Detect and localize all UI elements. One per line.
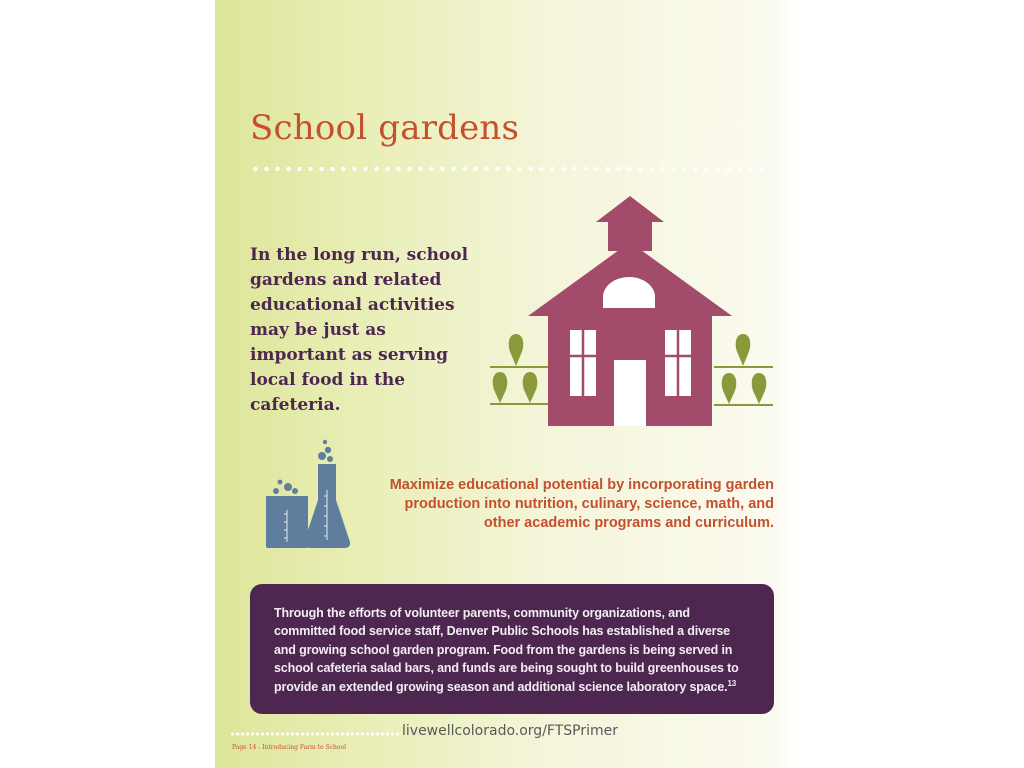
beaker-icon bbox=[262, 438, 358, 550]
schoolhouse-icon bbox=[528, 196, 732, 426]
callout-text: Maximize educational potential by incorporating garden production into nutrition, culinary, science, math, and other academic programs and curriculum. bbox=[389, 477, 774, 531]
info-box bbox=[250, 584, 774, 714]
info-box-body: Through the efforts of volunteer parents, community organizations, and committed food service staff, Denver Public Schools has established a diverse and growing school garden program. Food from the gardens is being served in school cafeteria salad bars, and funds are being sought to build greenhouses to provide an extended growing season and additional science laboratory space. bbox=[274, 606, 739, 694]
source-url: livewellcolorado.org/FTSPrimer bbox=[402, 723, 619, 739]
title-dotted-divider bbox=[250, 166, 770, 172]
page-edge-fade bbox=[775, 0, 797, 768]
footnote-marker: 13 bbox=[727, 678, 737, 688]
info-box-text bbox=[274, 604, 750, 696]
page-footer: Page 14 - Introducing Farm to School bbox=[232, 744, 347, 751]
footer-dotted-divider bbox=[230, 732, 402, 736]
page-title: School gardens bbox=[250, 108, 520, 148]
schoolhouse-illustration bbox=[486, 194, 776, 430]
pull-quote: In the long run, school gardens and related educational activities may be just as important as serving local food in the cafeteria. bbox=[250, 245, 469, 415]
